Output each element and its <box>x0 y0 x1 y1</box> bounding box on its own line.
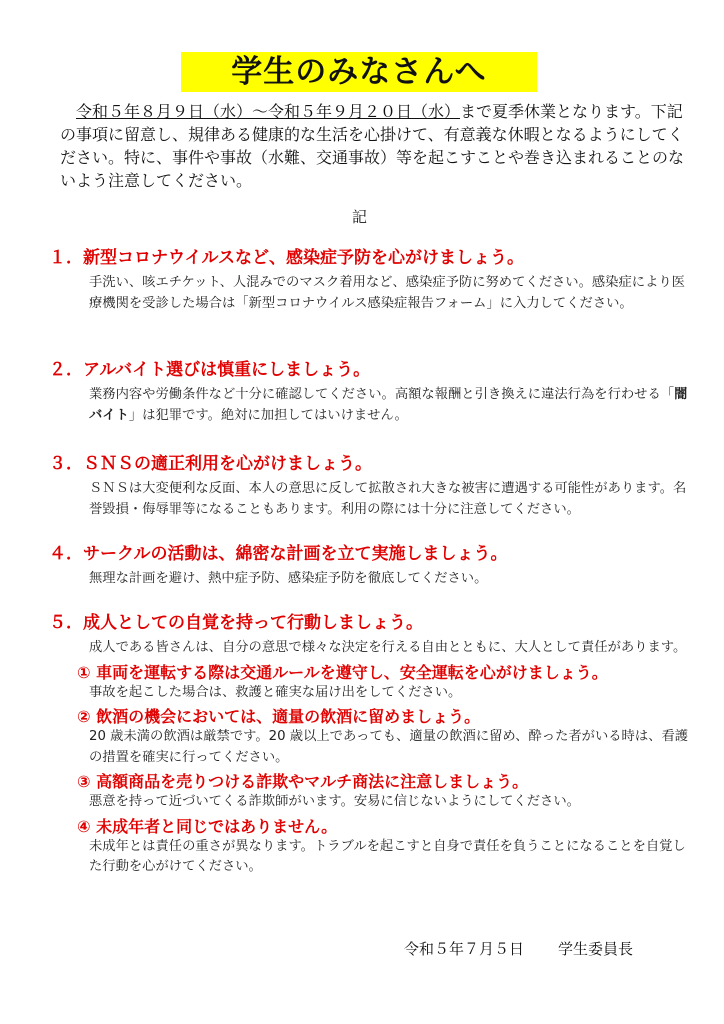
subsection-heading: ① 車両を運転する際は交通ルールを遵守し、安全運転を心がけましょう。 <box>77 662 608 682</box>
signer: 学生委員長 <box>558 940 634 958</box>
intro-text: まで夏季休業となります。下記の事項に留意し、規律ある健康的な生活を心掛けて、有意義な休暇となるようにしてください。特に、事件や事故（水難、交通事故）等を起こすことや巻き込まれることのないよう注意してください。 <box>60 102 685 190</box>
subsection-body: 悪意を持って近づいてくる詐欺師がいます。安易に信じないようにしてください。 <box>89 794 580 809</box>
holiday-dates: 令和５年８月９日（水）～令和５年９月２０日（水） <box>76 102 461 121</box>
subsection-body: 事故を起こした場合は、救護と確実な届け出をしてください。 <box>89 684 462 700</box>
section-body-text: 業務内容や労働条件など十分に確認してください。高額な報酬と引き換えに違法行為を行わせる「 <box>89 387 675 402</box>
section-heading: １．新型コロナウイルスなど、感染症予防を心がけましょう。 <box>49 248 524 268</box>
section-body-text: 」は犯罪です。絶対に加担してはいけません。 <box>128 407 408 423</box>
section-heading: ２．アルバイト選びは慎重にしましょう。 <box>49 360 371 380</box>
section-3 <box>49 453 689 520</box>
subsection-heading: ④ 未成年者と同じではありません。 <box>77 816 338 836</box>
section-2 <box>49 359 689 426</box>
section-body: 成人である皆さんは、自分の意思で様々な決定を行える自由とともに、大人として責任があります。 <box>89 640 687 655</box>
subsection-heading: ③ 高額商品を売りつける詐欺やマルチ商法に注意しましょう。 <box>77 772 529 791</box>
subsection-heading: ② 飲酒の機会においては、適量の飲酒に留めましょう。 <box>77 707 481 726</box>
subsection-2 <box>49 706 689 768</box>
section-heading: ４．サークルの活動は、綿密な計画を立て実施しましょう。 <box>49 544 508 564</box>
yami-baito-term: 闇バイト <box>89 387 688 423</box>
subsection-body: 20 歳未満の飲酒は厳禁です。20 歳以上であっても、適量の飲酒に留め、酔った者がいる時は、看護の措置を確実に行ってください。 <box>89 729 689 765</box>
section-body <box>89 385 689 426</box>
subsection-1 <box>49 662 689 704</box>
intro-paragraph <box>60 100 688 192</box>
section-heading: ３．ＳＮＳの適正利用を心がけましょう。 <box>49 454 372 474</box>
ki-heading: 記 <box>352 208 368 226</box>
section-heading: ５．成人としての自覚を持って行動しましょう。 <box>49 613 423 633</box>
page-title: 学生のみなさんへ <box>181 52 537 92</box>
section-4 <box>49 543 689 590</box>
section-body: 無理な計画を避け、熱中症予防、感染症予防を徹底してください。 <box>89 571 488 586</box>
footer-signature <box>404 938 633 959</box>
section-body: 手洗い、咳エチケット、人混みでのマスク着用など、感染症予防に努めてください。感染症により医療機関を受診した場合は「新型コロナウイルス感染症報告フォーム」に入力してください。 <box>89 275 685 311</box>
subsection-body: 未成年とは責任の重さが異なります。トラブルを起こすと自身で責任を負うことになることを自覚した行動を心がけてください。 <box>89 838 686 874</box>
issue-date: 令和５年７月５日 <box>404 940 525 958</box>
section-1 <box>49 247 689 314</box>
section-body: ＳＮＳは大変便利な反面、本人の意思に反して拡散され大きな被害に遭遇する可能性があります。名誉毀損・侮辱罪等になることもあります。利用の際には十分に注意してください。 <box>89 481 687 517</box>
section-5 <box>49 612 689 878</box>
subsection-4 <box>49 816 689 878</box>
subsection-3 <box>49 771 689 813</box>
